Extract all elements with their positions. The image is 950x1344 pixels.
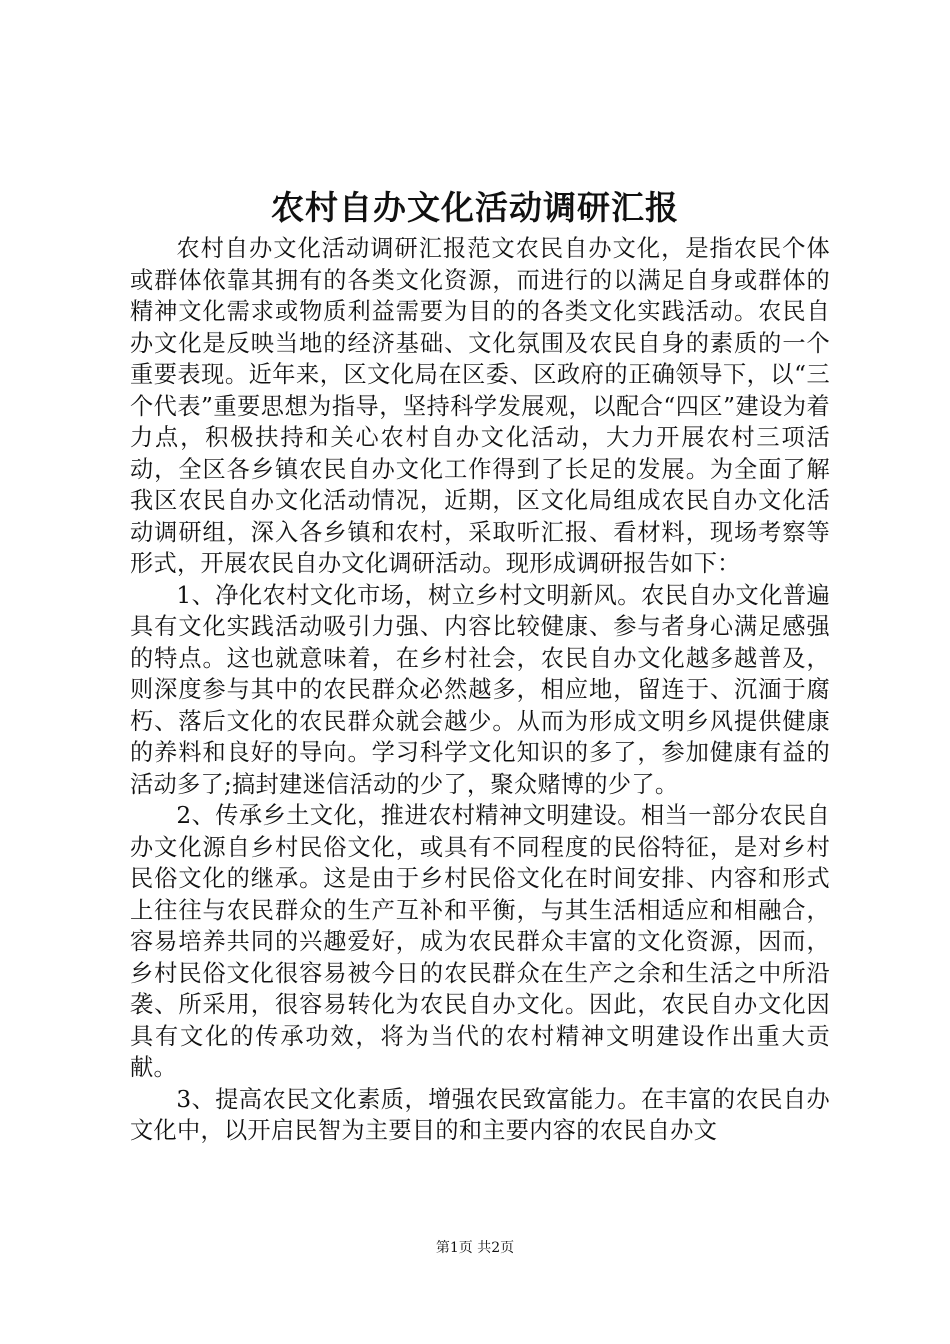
paragraph-intro: 农村自办文化活动调研汇报范文农民自办文化，是指农民个体或群体依靠其拥有的各类文化资源，而进行的以满足自身或群体的精神文化需求或物质利益需要为目的的各类文化实践活动。农民自办文化是反映当地的经济基础、文化氛围及农民自身的素质的一个重要表现。近年来，区文化局在区委、区政府的正确领导下，以“三个代表”重要思想为指导，坚持科学发展观，以配合“四区”建设为着力点，积极扶持和关心农村自办文化活动，大力开展农村三项活动，全区各乡镇农民自办文化工作得到了长足的发展。为全面了解我区农民自办文化活动情况，近期，区文化局组成农民自办文化活动调研组，深入各乡镇和农村，采取听汇报、看材料，现场考察等形式，开展农民自办文化调研活动。现形成调研报告如下： xyxy=(130,235,830,577)
paragraph-point-3: 3、提高农民文化素质，增强农民致富能力。在丰富的农民自办文化中，以开启民智为主要目的和主要内容的农民自办文 xyxy=(130,1085,830,1144)
document-body xyxy=(130,233,830,1147)
paragraph-point-2: 2、传承乡土文化，推进农村精神文明建设。相当一部分农民自办文化源自乡村民俗文化，或具有不同程度的民俗特征，是对乡村民俗文化的继承。这是由于乡村民俗文化在时间安排、内容和形式上往往与农民群众的生产互补和平衡，与其生活相适应和相融合，容易培养共同的兴趣爱好，成为农民群众丰富的文化资源，因而，乡村民俗文化很容易被今日的农民群众在生产之余和生活之中所沿袭、所采用，很容易转化为农民自办文化。因此，农民自办文化因具有文化的传承功效，将为当代的农村精神文明建设作出重大贡献。 xyxy=(130,802,830,1081)
page-footer: 第1页 共2页 xyxy=(435,1240,515,1256)
paragraph-point-1: 1、净化农村文化市场，树立乡村文明新风。农民自办文化普遍具有文化实践活动吸引力强、内容比较健康、参与者身心满足感强的特点。这也就意味着，在乡村社会，农民自办文化越多越普及，则深度参与其中的农民群众必然越多，相应地，留连于、沉湎于腐朽、落后文化的农民群众就会越少。从而为形成文明乡风提供健康的养料和良好的导向。学习科学文化知识的多了，参加健康有益的活动多了;搞封建迷信活动的少了，聚众赌博的少了。 xyxy=(130,581,830,798)
document-title: 农村自办文化活动调研汇报 xyxy=(271,188,679,227)
